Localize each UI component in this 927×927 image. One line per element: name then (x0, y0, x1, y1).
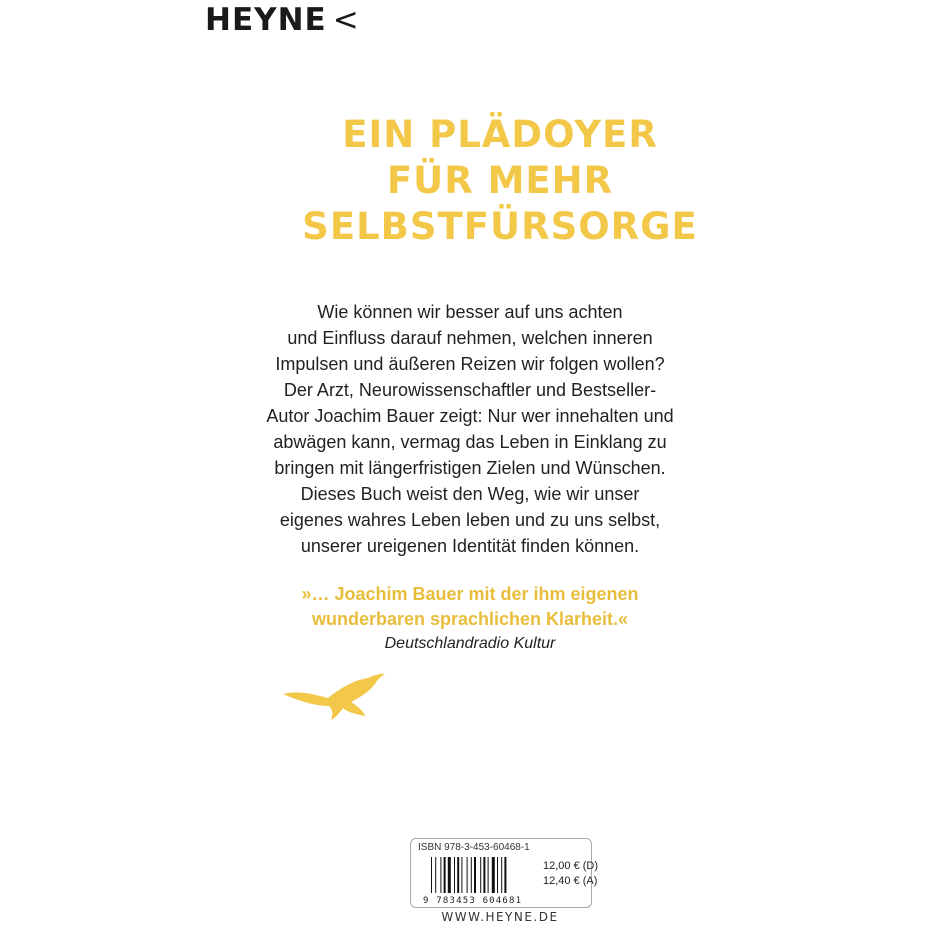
barcode-bar (504, 857, 506, 893)
bird-icon (283, 672, 387, 722)
isbn-text: ISBN 978-3-453-60468-1 (418, 842, 530, 853)
quote-line: wunderbaren sprachlichen Klarheit.« (311, 609, 629, 629)
blurb-line: und Einfluss darauf nehmen, welchen inneren (287, 328, 653, 348)
barcode-bar (448, 857, 451, 893)
headline-line: FÜR MEHR (386, 159, 614, 202)
barcode-bar (480, 857, 481, 893)
blurb-line: Autor Joachim Bauer zeigt: Nur wer innehalten und (266, 406, 674, 426)
prices (543, 859, 598, 889)
barcode-bar (471, 857, 472, 893)
price-de: 12,00 € (D) (543, 860, 599, 872)
publisher-logo (205, 2, 360, 38)
barcode-bar (435, 857, 436, 893)
barcode-bar (461, 857, 462, 893)
barcode-bar (483, 857, 485, 893)
barcode-bar (444, 857, 446, 893)
logo-mark: < (332, 2, 360, 38)
headline-line: EIN PLÄDOYER (342, 113, 658, 156)
barcode-bar (431, 857, 432, 893)
headline-line: SELBSTFÜRSORGE (302, 205, 698, 248)
press-quote (190, 582, 750, 632)
barcode-icon (423, 857, 535, 905)
barcode-bar (501, 857, 502, 893)
blurb-line: abwägen kann, vermag das Leben in Einklang zu (273, 432, 667, 452)
website-link[interactable]: WWW.HEYNE.DE (441, 910, 559, 924)
barcode-bar (488, 857, 489, 893)
blurb-line: Der Arzt, Neurowissenschaftler und Bestseller- (283, 380, 657, 400)
barcode-box (410, 838, 599, 908)
blurb-line: Impulsen und äußeren Reizen wir folgen wollen? (275, 354, 665, 374)
headline (230, 112, 770, 250)
barcode-digits: 9 783453 604681 (423, 896, 523, 905)
blurb-line: eigenes wahres Leben leben und zu uns selbst, (279, 510, 661, 530)
barcode-bar (497, 857, 498, 893)
blurb (190, 299, 750, 559)
blurb-line: Wie können wir besser auf uns achten (317, 302, 623, 322)
blurb-line: unserer ureigenen Identität finden können. (300, 536, 640, 556)
quote-line: »… Joachim Bauer mit der ihm eigenen (301, 584, 639, 604)
barcode-bar (454, 857, 455, 893)
logo-text: HEYNE (205, 2, 327, 38)
barcode-bar (492, 857, 495, 893)
blurb-line: bringen mit längerfristigen Zielen und Wünschen. (274, 458, 666, 478)
barcode-bar (467, 857, 468, 893)
barcode-bar (457, 857, 459, 893)
barcode-bar (440, 857, 441, 893)
quote-source: Deutschlandradio Kultur (384, 635, 556, 652)
blurb-line: Dieses Buch weist den Weg, wie wir unser (300, 484, 640, 504)
barcode-bar (474, 857, 476, 893)
price-at: 12,40 € (A) (543, 875, 598, 887)
